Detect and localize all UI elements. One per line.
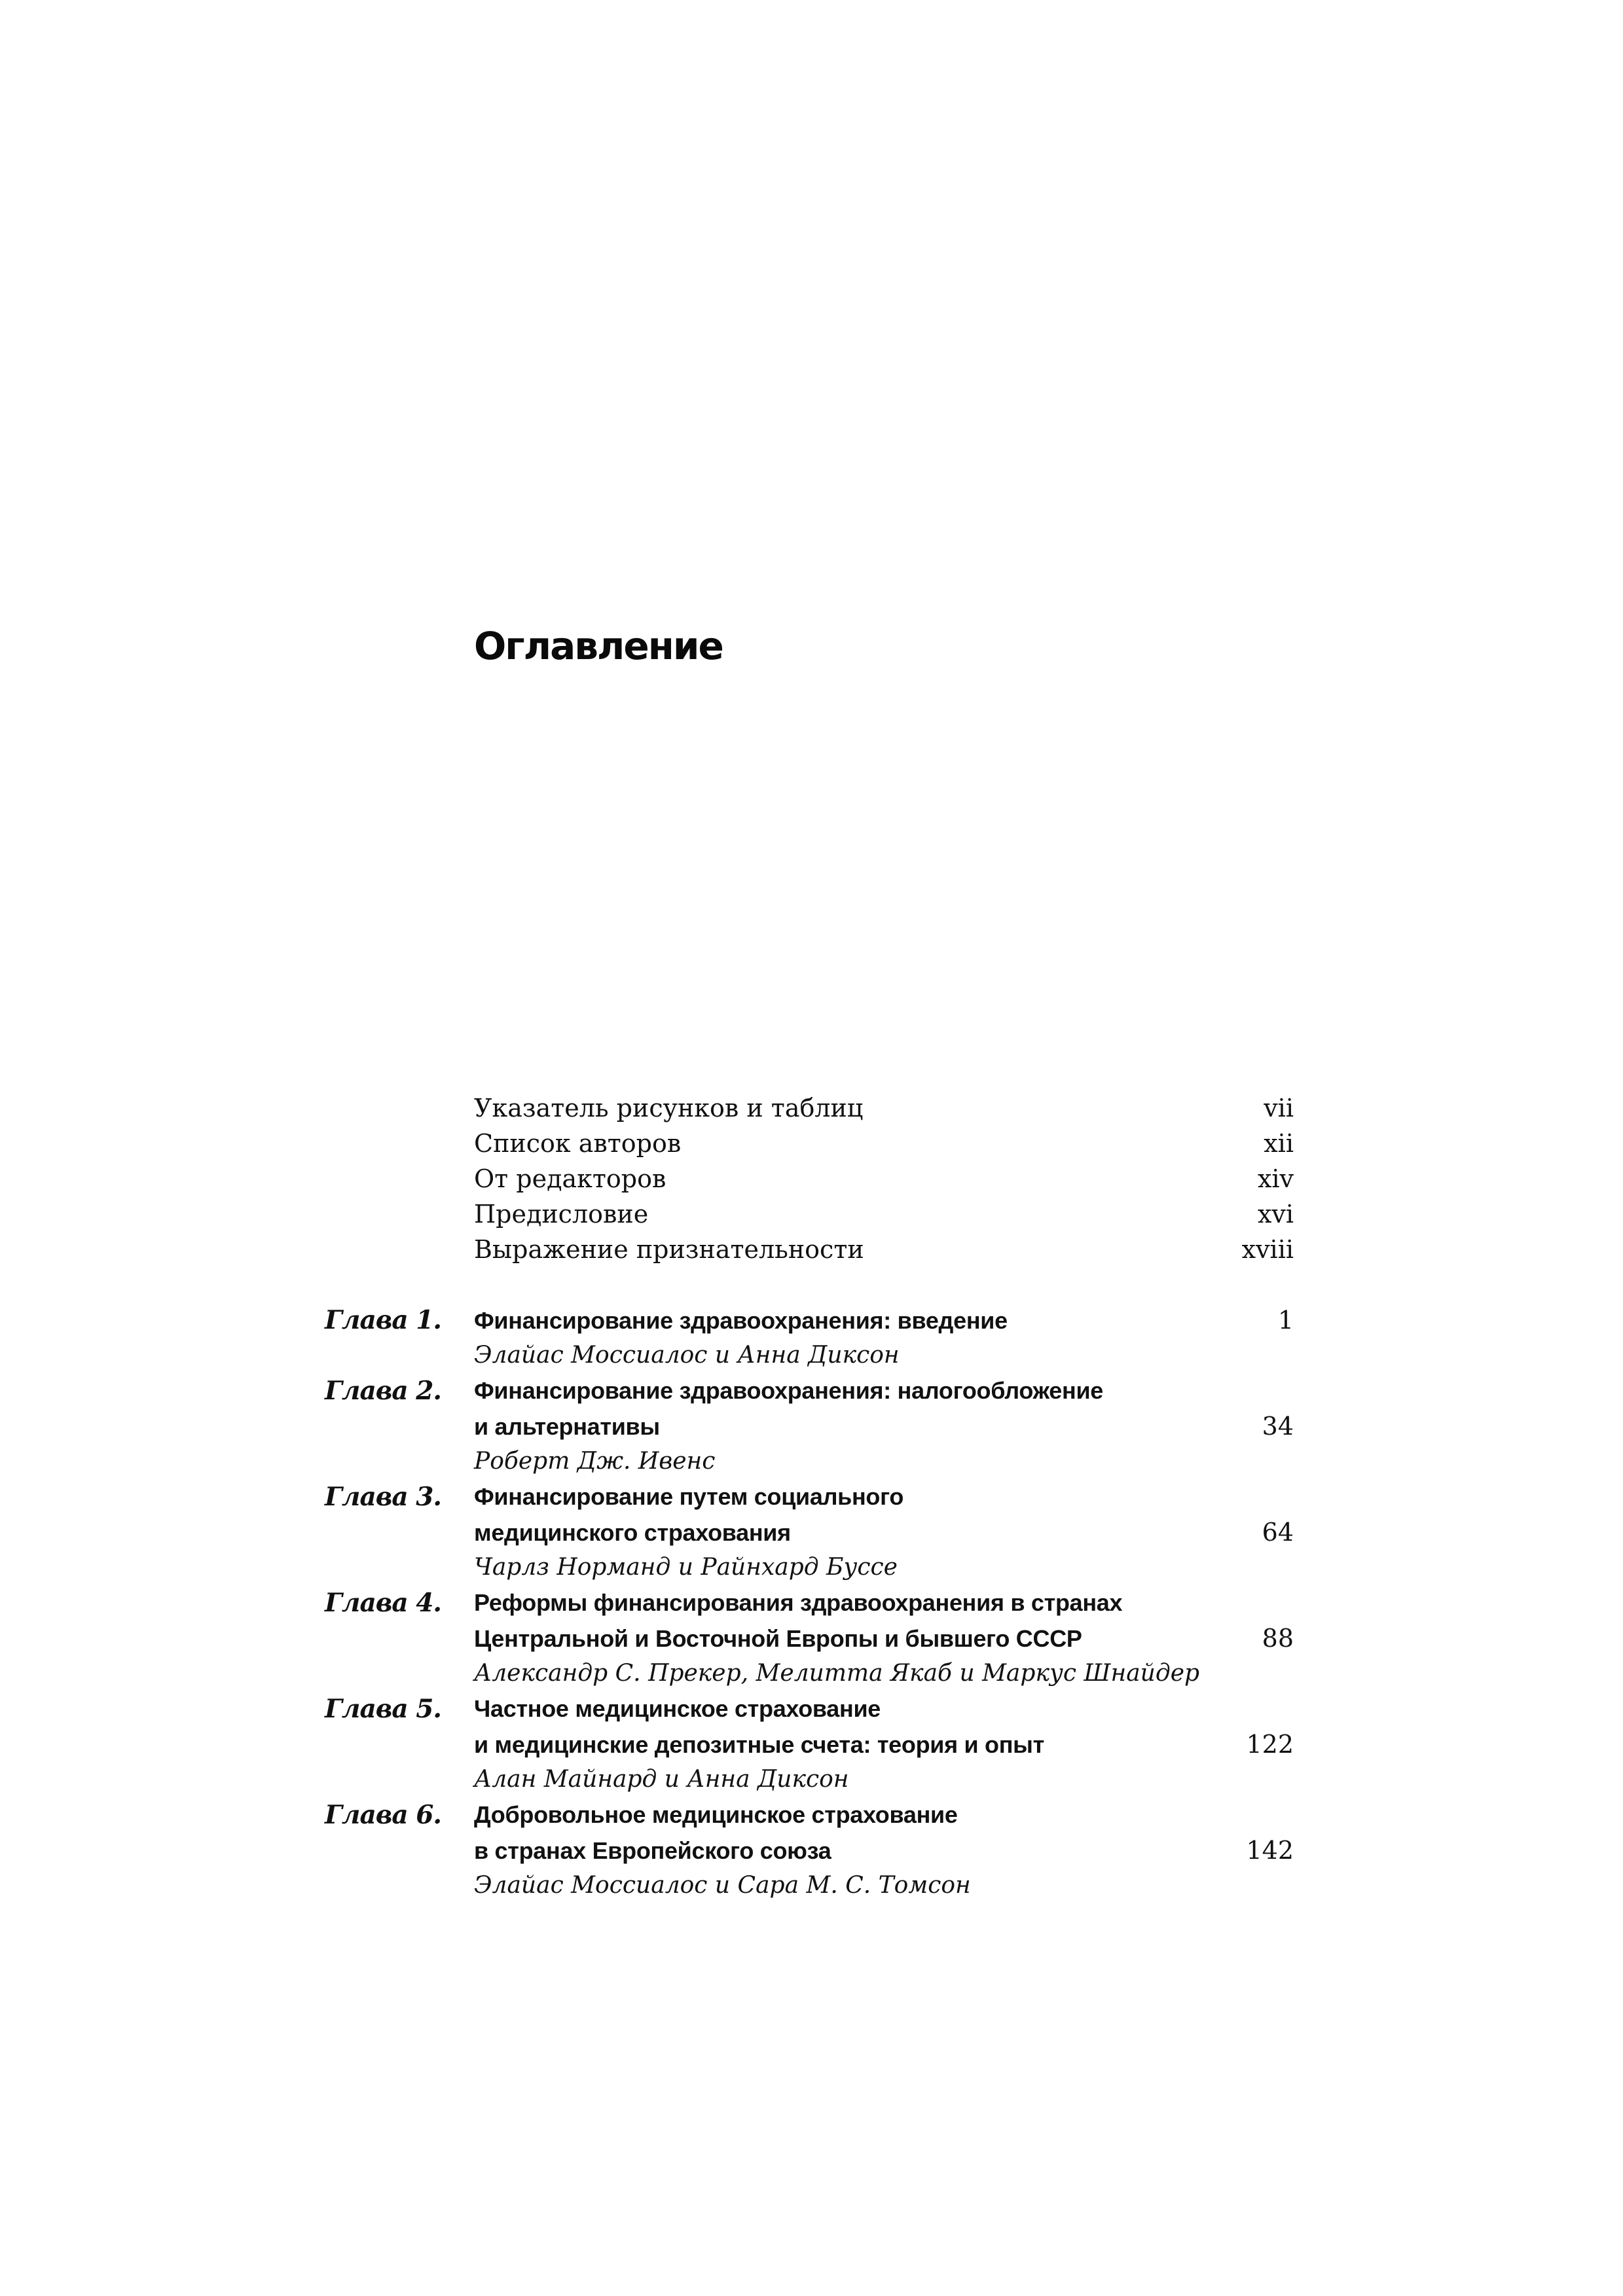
page-number: vii [1264,1094,1294,1122]
chapter-title-line [474,1727,1294,1762]
page-number: xvi [1257,1200,1294,1229]
chapter-title: и альтернативы [474,1413,660,1440]
chapter-title-line [474,1585,1294,1621]
chapter-label: Глава 4. [325,1588,441,1618]
chapter-title: Финансирование здравоохранения: введение [474,1307,1008,1334]
chapter-title: медицинского страхования [474,1519,791,1546]
chapter-title: Добровольное медицинское страхование [474,1801,958,1828]
front-matter-label: Выражение признательности [474,1235,864,1264]
chapter-title-line [474,1797,1294,1833]
chapter-entry-6 [325,1797,1294,1903]
front-matter-item [474,1196,1294,1232]
chapter-title: и медицинские депозитные счета: теория и опыт [474,1731,1044,1758]
front-matter-item [474,1232,1294,1267]
chapter-label: Глава 1. [325,1305,441,1335]
chapter-authors: Александр С. Прекер, Мелитта Якаб и Маркус Шнайдер [474,1660,1200,1687]
front-matter-item [474,1090,1294,1126]
page-number: xviii [1241,1235,1294,1264]
page-number: 88 [1262,1624,1294,1653]
page-number: 1 [1277,1306,1294,1335]
chapter-title: Финансирование путем социального [474,1483,904,1510]
front-matter-item [474,1126,1294,1161]
chapter-title-line [474,1833,1294,1868]
chapter-title-line [474,1621,1294,1656]
chapter-entry-2 [325,1373,1294,1479]
page-number: 64 [1262,1518,1294,1547]
chapter-label: Глава 5. [325,1694,441,1724]
page-number: 122 [1246,1730,1294,1759]
chapter-title-line [474,1691,1294,1727]
chapter-authors: Элайас Моссиалос и Анна Диксон [474,1342,900,1369]
page-number: xii [1264,1129,1294,1158]
chapter-title-line [474,1515,1294,1550]
chapter-authors: Чарлз Норманд и Райнхард Буссе [474,1554,898,1581]
chapter-list [325,1302,1294,1903]
chapter-title: Центральной и Восточной Европы и бывшего СССР [474,1625,1082,1652]
front-matter-label: Указатель рисунков и таблиц [474,1094,864,1122]
chapter-label: Глава 6. [325,1800,441,1830]
chapter-title: Финансирование здравоохранения: налогообложение [474,1377,1104,1404]
chapter-entry-1 [325,1302,1294,1373]
chapter-title-line [474,1479,1294,1515]
page-title: Оглавление [474,624,723,668]
front-matter-label: Предисловие [474,1200,649,1229]
front-matter-label: Список авторов [474,1129,682,1158]
chapter-title-line [474,1408,1294,1444]
page-number: xiv [1257,1164,1294,1193]
chapter-title: Реформы финансирования здравоохранения в странах [474,1589,1123,1616]
chapter-entry-4 [325,1585,1294,1691]
chapter-title-line [474,1373,1294,1408]
chapter-authors: Алан Майнард и Анна Диксон [474,1766,849,1793]
front-matter-label: От редакторов [474,1164,666,1193]
page-number: 142 [1246,1836,1294,1865]
chapter-title-line [474,1302,1294,1338]
front-matter-item [474,1161,1294,1196]
chapter-authors: Роберт Дж. Ивенс [474,1448,716,1475]
chapter-entry-3 [325,1479,1294,1585]
chapter-label: Глава 2. [325,1376,441,1406]
chapter-title: в странах Европейского союза [474,1837,831,1864]
chapter-authors: Элайас Моссиалос и Сара М. С. Томсон [474,1872,971,1899]
front-matter-list [474,1090,1294,1267]
chapter-entry-5 [325,1691,1294,1797]
chapter-title: Частное медицинское страхование [474,1695,881,1722]
page-number: 34 [1262,1412,1294,1441]
chapter-label: Глава 3. [325,1482,441,1512]
